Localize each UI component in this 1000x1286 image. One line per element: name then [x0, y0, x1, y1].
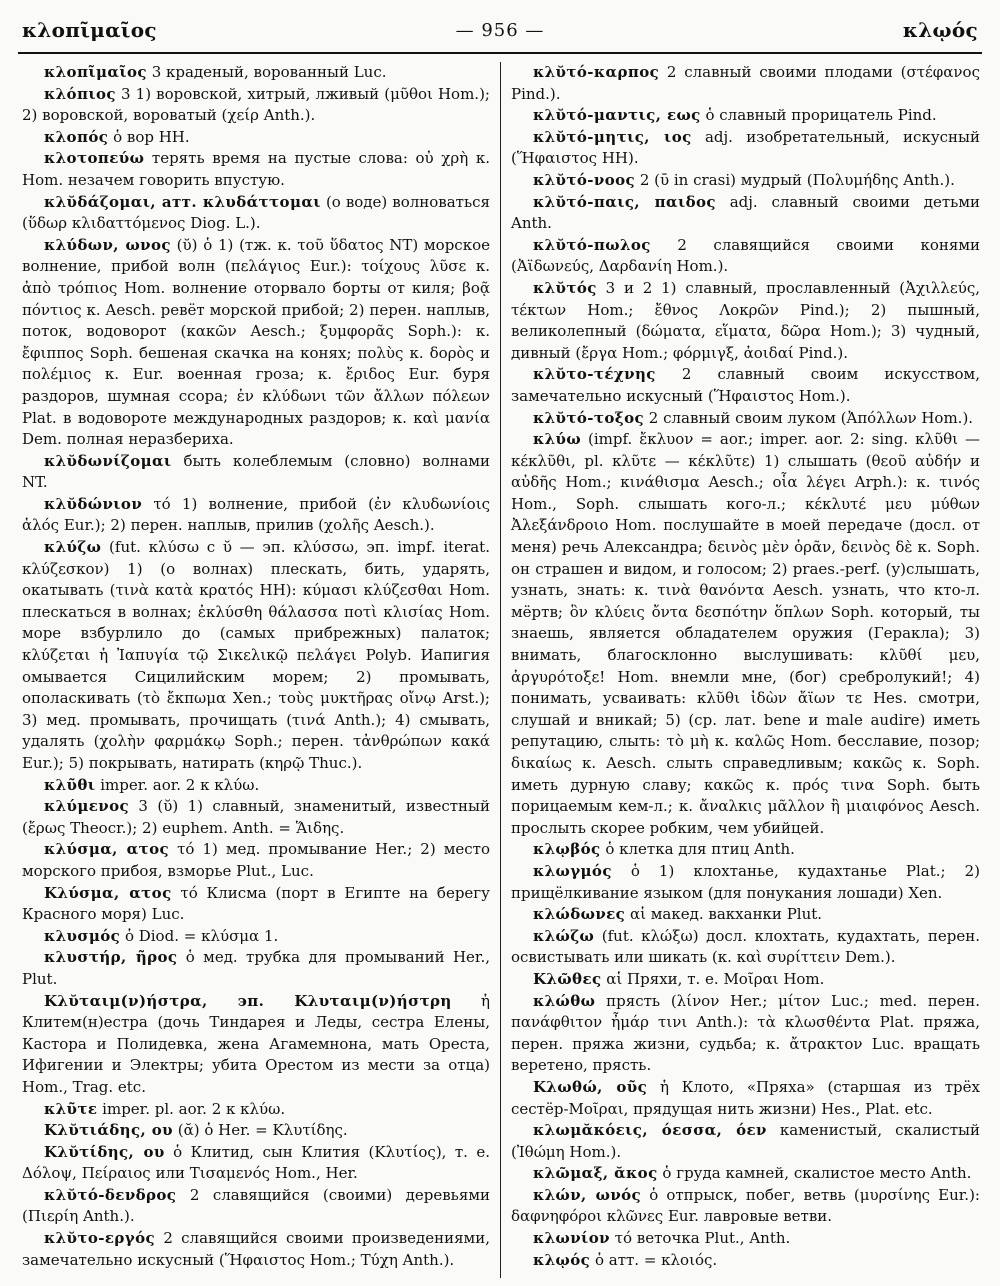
entry-headword: κλώθω	[533, 991, 596, 1010]
entry-headword: κλῳβός	[533, 840, 601, 859]
entry-definition: 2 славный своим искусством, замечательно искусный (Ἥφαιστος Hom.).	[511, 365, 980, 405]
entry-headword: κλῠδωνίζομαι	[44, 451, 172, 470]
entry-definition: 2 (ῡ in crasi) мудрый (Πολυμήδης Anth.).	[639, 170, 955, 189]
entry-definition: ὁ атт. = κλοιός.	[594, 1250, 718, 1269]
entry-headword: κλωνίον	[533, 1229, 610, 1248]
entry-definition: τό 1) волнение, прибой (ἐν κλυδωνίοις ἁλός Eur.); 2) перен. наплыв, прилив (χολῆς Aesch.).	[22, 494, 490, 535]
entry-headword: Κλῠτιάδης, ου	[44, 1121, 173, 1140]
dictionary-entry	[511, 408, 980, 430]
dictionary-entry	[511, 192, 980, 235]
dictionary-entry	[22, 494, 490, 537]
entry-definition: adj. славный своими детьми Anth.	[511, 192, 980, 233]
dictionary-entry	[22, 775, 490, 797]
dictionary-entry	[511, 105, 980, 127]
entry-headword: κλύζω	[44, 538, 102, 557]
dictionary-entry	[22, 1185, 490, 1228]
entry-definition: τό 1) мед. промывание Her.; 2) место морского прибоя, взморье Plut., Luc.	[22, 840, 490, 880]
entry-headword: κλῠδώνιον	[44, 494, 143, 513]
entry-headword: κλῠτο-τέχνης	[533, 365, 656, 384]
dictionary-entry	[511, 991, 980, 1077]
dictionary-entry	[511, 1120, 980, 1163]
dictionary-entry	[22, 192, 490, 235]
entry-headword: Κλῠταιμ(ν)ήστρα, эп. Κλυταιμ(ν)ήστρη	[44, 991, 452, 1010]
dictionary-entry	[511, 1077, 980, 1120]
dictionary-entry	[22, 991, 490, 1099]
entry-headword: κλοτοπεύω	[44, 149, 145, 168]
entry-definition: ἡ Клото, «Пряха» (старшая из трёх сестёр-Μοῖραι, прядущая нить жизни) Hes., Plat. etc.	[511, 1077, 980, 1118]
entry-headword: κλύδων, ωνος	[44, 235, 171, 254]
entry-headword: κλῦτε	[44, 1099, 98, 1118]
entry-definition: 2 славный своими плодами (στέφανος Pind.).	[511, 63, 980, 103]
dictionary-entry	[511, 429, 980, 839]
running-head-right: κλῳός	[902, 18, 978, 42]
entry-headword: κλῶμαξ, ᾰκος	[533, 1164, 658, 1183]
page-number: — 956 —	[455, 19, 545, 41]
entry-headword: κλυσμός	[44, 926, 121, 945]
dictionary-entry	[22, 127, 490, 149]
entry-definition: 3 краденый, ворованный Luc.	[151, 63, 387, 81]
entry-definition: (ῠ) ὁ 1) (тж. κ. τοῦ ὕδατος NT) морское волнение, прибой волн (πελάγιος Eur.): τοίχους λῦσε κ. ἀπὸ τρόπιος Hom. волнение оторвало борты от киля; βοᾷ πόντιος κ. Aesch. ревёт морской прибой; 2) перен. наплыв, поток, водоворот (κακῶν Aesch.; ξυμφορᾶς Soph.): κ. ἔφιππος Soph. бешеная скачка на конях; πολὺς κ. δορὸς и πολέμιος κ. Eur. военная гроза; κ. ἔριδος Eur. буря раздоров, шумная ссора; ἐν κλύδωνι τῶν ἄλλων πόλεων Plat. в водовороте международных раздоров; κ. καὶ μανία Dem. полная неразбериха.	[22, 235, 490, 449]
entry-headword: Κλῶθες	[533, 969, 602, 988]
entry-headword: κλῠτό-τοξος	[533, 408, 645, 427]
entry-headword: κλόπιος	[44, 84, 116, 103]
entry-headword: Κλωθώ, οῦς	[533, 1077, 648, 1096]
dictionary-entry	[22, 235, 490, 451]
entry-headword: κλῳός	[533, 1250, 591, 1269]
dictionary-entry	[511, 839, 980, 861]
dictionary-entry	[22, 839, 490, 882]
entry-definition: ὁ отпрыск, побег, ветвь (μυρσίνης Eur.): δαφνηφόροι κλῶνες Eur. лавровые ветви.	[511, 1185, 980, 1226]
dictionary-entry	[22, 1228, 490, 1271]
entry-headword: κλών, ωνός	[533, 1185, 642, 1204]
entry-headword: κλῠτό-δενδρος	[44, 1185, 177, 1204]
entry-definition: 3 1) воровской, хитрый, лживый (μῦθοι Hom.); 2) воровской, вороватый (χείρ Anth.).	[22, 84, 490, 125]
dictionary-entry	[511, 1228, 980, 1250]
dictionary-entry	[511, 235, 980, 278]
entry-definition: ὁ вор HH.	[113, 127, 190, 146]
entry-definition: прясть (λίνον Her.; μίτον Luc.; med. перен. πανάφθιτον ἦμάρ τινι Anth.): τὰ κλωσθέντα Plat. пряжа, перен. пряжа жизни, судьба; κ. ἄτρακτον Luc. вращать веретено, прясть.	[511, 991, 980, 1075]
dictionary-entry	[511, 62, 980, 105]
entry-definition: ὁ славный прорицатель Pind.	[705, 106, 937, 125]
entry-definition: αἱ Пряхи, т. е. Μοῖραι Hom.	[606, 969, 825, 988]
right-column	[501, 62, 982, 1278]
dictionary-entry	[511, 969, 980, 991]
dictionary-entry	[22, 1099, 490, 1121]
dictionary-entry	[22, 926, 490, 948]
entry-definition: 2 славящийся (своими) деревьями (Πιερίη Anth.).	[22, 1185, 490, 1226]
entry-definition: 3 (ῠ) 1) славный, знаменитый, известный (ἔρως Theocr.); 2) euphem. Anth. = Ἅιδης.	[22, 797, 490, 837]
page-header	[22, 14, 978, 46]
dictionary-entry	[511, 1163, 980, 1185]
entry-definition: imper. pl. aor. 2 к κλύω.	[102, 1099, 286, 1118]
entry-headword: κλῠτό-μητις, ιος	[533, 127, 692, 146]
entry-definition: каменистый, скалистый (Ἰθώμη Hom.).	[511, 1121, 980, 1161]
entry-definition: терять время на пустые слова: οὐ χρὴ κ. Hom. незачем говорить впустую.	[22, 149, 490, 189]
dictionary-body	[20, 62, 982, 1278]
entry-definition: ὁ мед. трубка для промываний Her., Plut.	[22, 948, 490, 988]
entry-definition: быть колеблемым (словно) волнами NT.	[22, 451, 490, 492]
entry-headword: Κλῠτίδης, ου	[44, 1142, 165, 1161]
entry-headword: κλυστήρ, ῆρος	[44, 948, 178, 967]
entry-headword: κλῠδάζομαι, атт. κλυδάττομαι	[44, 192, 321, 211]
left-column	[20, 62, 501, 1278]
entry-definition: (о воде) волноваться (ὕδωρ κλιδαττόμενος Diog. L.).	[22, 192, 491, 233]
dictionary-entry	[22, 1142, 490, 1185]
entry-definition: (fut. κλύσω с ῠ — эп. κλύσσω, эп. impf. iterat. κλύζεσκον) 1) (о волнах) плескать, бить, ударять, окатывать (τινὰ κατὰ κρατός HH): κύμασι κλύζεσθαι Hom. плескаться в волнах; ἐκλύσθη θάλασσα ποτὶ κλισίας Hom. море взбурлило до (самых прибрежных) палаток; κλύζεται ἡ Ἰαπυγία τῷ Σικελικῷ πελάγει Polyb. Иапигия омывается Сицилийским морем; 2) промывать, ополаскивать (τὸ ἔκπωμα Xen.; τοὺς μυκτῆρας οἴνῳ Arst.); 3) мед. промывать, прочищать (τινά Anth.); 4) смывать, удалять (χολὴν φαρμάκῳ Soph.; перен. τἀνθρώπων κακά Eur.); 5) покрывать, натирать (κηρῷ Thuc.).	[22, 538, 490, 772]
entry-definition: (impf. ἔκλυον = aor.; imper. aor. 2: sing. κλῦθι — κέκλῦθι, pl. κλῦτε — κέκλῦτε) 1) слышать (θεοῦ αὐδήν и αὐδῆς Hom.; κινάθισμα Aesch.; οἷα λέγει Arph.): κ. τινός Hom., Soph. слышать кого-л.; κέκλυτέ μευ μύθων Ἀλεξάνδροιο Hom. послушайте в моей передаче (досл. от меня) речь Александра; δεινὸς μὲν ὁρᾶν, δεινὸς δὲ κ. Soph. он страшен и видом, и голосом; 2) praes.-perf. (у)слышать, узнать, знать: κ. τινὰ θανόντα Aesch. узнать, что кто-л. мёртв; ὃν κλύεις ὄντα δεσπότην ὅπλων Soph. который, ты знаешь, является обладателем оружия (Геракла); 3) внимать, благосклонно выслушивать: κλῦθί μευ, ἀργυρότοξε! Hom. внемли мне, (бог) сребролукий!; 4) понимать, усваивать: κλῦθι ἰδὼν ἄϊων τε Hes. смотри, слушай и вникай; 5) (ср. лат. bene и male audire) иметь репутацию, слыть: τὸ μὴ κ. καλῶς Hom. бесславие, позор; δικαίως κ. Aesch. слыть справедливым; κακῶς κ. Soph. иметь дурную славу; κακῶς κ. πρός τινα Soph. быть порицаемым кем-л.; κ. ἄναλκις μᾶλλον ἢ μιαιφόνος Aesch. прослыть скорее робким, чем убийцей.	[511, 430, 980, 837]
entry-definition: 2 славящийся своими произведениями, замечательно искусный (Ἥφαιστος Hom.; Τύχη Anth.).	[22, 1229, 490, 1269]
dictionary-entry	[511, 364, 980, 407]
entry-headword: κλοπῖμαῖος	[44, 63, 147, 81]
dictionary-entry	[22, 451, 490, 494]
dictionary-entry	[22, 148, 490, 191]
dictionary-entry	[22, 796, 490, 839]
entry-definition: (fut. κλώξω) досл. клохтать, кудахтать, перен. освистывать или шикать (κ. καὶ συρίττειν Dem.).	[511, 926, 980, 967]
entry-headword: κλωμᾰκόεις, όεσσα, όεν	[533, 1121, 767, 1140]
entry-definition: 2 славный своим луком (Ἀπόλλων Hom.).	[648, 408, 974, 427]
dictionary-entry	[22, 883, 490, 926]
entry-headword: κλῠτό-μαντις, εως	[533, 106, 701, 125]
dictionary-entry	[511, 1185, 980, 1228]
dictionary-entry	[22, 62, 490, 84]
dictionary-entry	[511, 904, 980, 926]
entry-definition: ἡ Клитем(н)естра (дочь Тиндарея и Леды, сестра Елены, Кастора и Полидевка, жена Агамемнона, мать Ореста, Ифигении и Электры; убита Орестом из мести за отца) Hom., Trag. etc.	[22, 991, 490, 1096]
entry-headword: κλωγμός	[533, 861, 612, 880]
dictionary-entry	[511, 926, 980, 969]
entry-headword: κλῠτό-παις, παιδος	[533, 192, 716, 211]
entry-headword: κλῠτό-νοος	[533, 170, 636, 189]
dictionary-entry	[22, 84, 490, 127]
entry-definition: τό Клисма (порт в Египте на берегу Красного моря) Luc.	[22, 883, 490, 924]
header-rule	[18, 52, 982, 54]
dictionary-entry	[511, 278, 980, 364]
entry-headword: κλῠτο-εργός	[44, 1229, 156, 1248]
dictionary-entry	[511, 1250, 980, 1272]
entry-definition: ὁ груда камней, скалистое место Anth.	[662, 1164, 972, 1183]
entry-definition: αἱ макед. вакханки Plut.	[629, 905, 823, 924]
entry-headword: κλύω	[533, 430, 582, 449]
entry-definition: ὁ Diod. = κλύσμα 1.	[124, 926, 279, 945]
entry-headword: κλοπός	[44, 127, 109, 146]
entry-definition: (ᾰ) ὁ Her. = Κλυτίδης.	[177, 1121, 348, 1140]
entry-headword: κλώδωνες	[533, 905, 626, 924]
entry-definition: ὁ клетка для птиц Anth.	[605, 840, 795, 859]
entry-headword: κλῠτό-καρπος	[533, 63, 660, 81]
dictionary-entry	[22, 947, 490, 990]
entry-definition: ὁ Клитид, сын Клития (Κλυτίος), т. е. Δόλοψ, Πείραιος или Τισαμενός Hom., Her.	[22, 1142, 491, 1183]
entry-headword: κλύσμα, ατος	[44, 840, 170, 859]
entry-headword: κλύμενος	[44, 797, 130, 816]
entry-headword: κλῠτό-πωλος	[533, 235, 651, 254]
entry-headword: κλῦθι	[44, 775, 96, 794]
dictionary-entry	[22, 1120, 490, 1142]
entry-definition: 2 славящийся своими конями (Ἀϊδωνεύς, Δαρδανίη Hom.).	[511, 235, 980, 276]
entry-definition: adj. изобретательный, искусный (Ἥφαιστος HH).	[511, 127, 980, 168]
entry-headword: Κλύσμα, ατος	[44, 883, 172, 902]
dictionary-entry	[511, 127, 980, 170]
dictionary-entry	[511, 861, 980, 904]
entry-headword: κλῠτός	[533, 278, 597, 297]
entry-definition: ὁ 1) клохтанье, кудахтанье Plat.; 2) прищёлкивание языком (для понукания лошади) Xen.	[511, 861, 980, 902]
entry-definition: 3 и 2 1) славный, прославленный (Ἀχιλλεύς, τέκτων Hom.; ἔθνος Λοκρῶν Pind.); 2) пышный, великолепный (δώματα, εἵματα, δῶρα Hom.); 3) чудный, дивный (ἔργα Hom.; φόρμιγξ, ἀοιδαί Pind.).	[511, 278, 980, 362]
dictionary-entry	[22, 537, 490, 775]
entry-definition: τό веточка Plut., Anth.	[614, 1229, 791, 1248]
dictionary-entry	[511, 170, 980, 192]
running-head-left: κλοπῖμαῖος	[22, 18, 157, 42]
entry-headword: κλώζω	[533, 926, 595, 945]
entry-definition: imper. aor. 2 к κλύω.	[100, 775, 260, 794]
